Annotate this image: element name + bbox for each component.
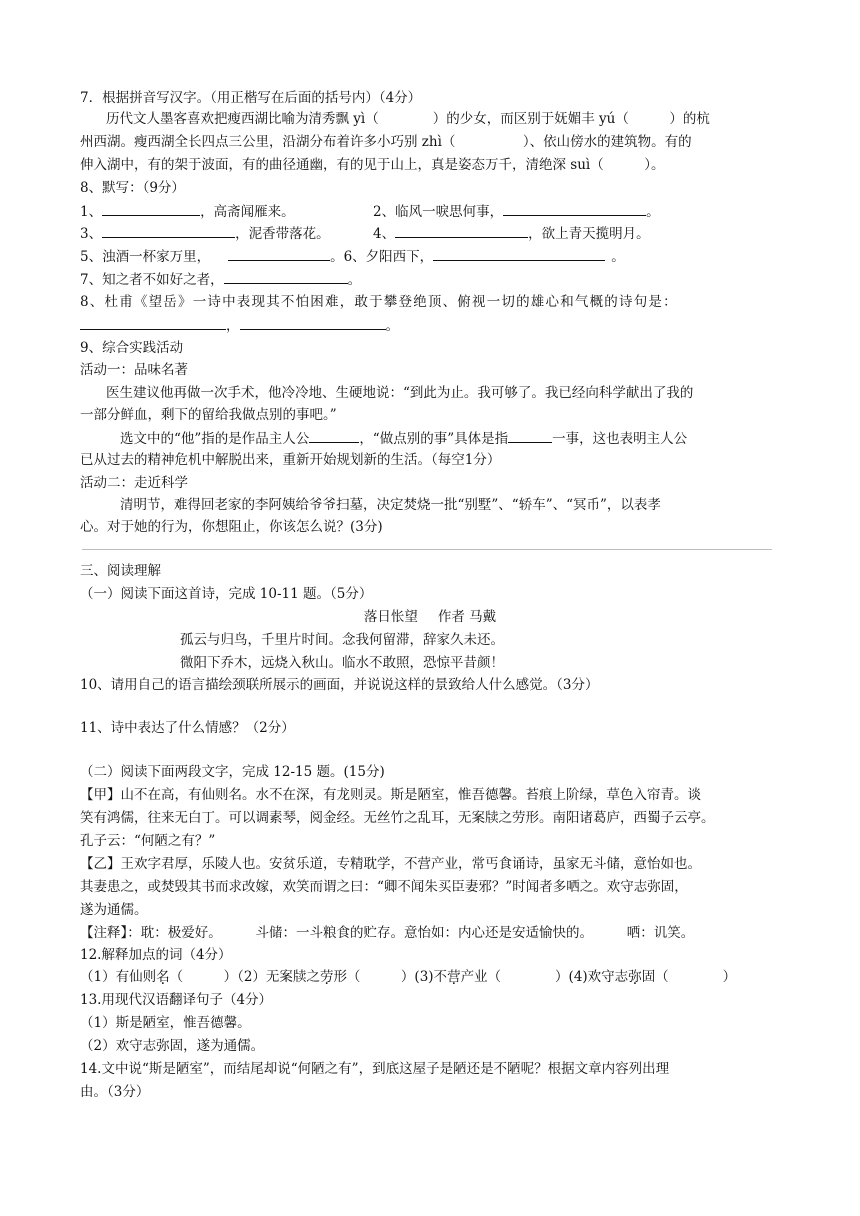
q8-title: 8、默写：（9分） (80, 180, 185, 196)
passage-yi-line2: 其妻患之，或焚毁其书而求改嫁，欢笑而谓之曰：“卿不闻朱买臣妻邪？”时闻者多哂之。欢守志弥固， (80, 879, 688, 895)
q9-question-line2: 已从过去的精神危机中解脱出来，重新开始规划新的生活。（每空1分） (80, 452, 501, 468)
annotation-note: 【注释】：耽：极爱好。 斗储：一斗粮食的贮存。意怡如：内心还是安适愉快的。 哂：讥笑。 (80, 925, 695, 941)
poem-header (0, 608, 860, 626)
q12-dotted-word-3: 营 (447, 969, 461, 985)
q12-item-4-text: 产业（ ）(4)欢守志 (460, 969, 629, 985)
q8-item-8-end: 。 (385, 318, 399, 334)
q8-item-8-answer (80, 316, 399, 335)
part-2-heading: （二）阅读下面两段文字，完成 12-15 题。(15分) (80, 764, 385, 780)
answer-blank[interactable] (102, 202, 200, 216)
q8-item-4-end: ，欲上青天揽明月。 (528, 226, 650, 242)
answer-blank[interactable] (80, 316, 226, 330)
q9-question-part2: ，“做点别的事”具体是指 (359, 431, 509, 447)
poem-line-2: 微阳下乔木，远烧入秋山。临水不敢照，恐惊平昔颜！ (180, 655, 504, 671)
answer-blank[interactable] (228, 247, 330, 261)
question-14-line1: 14.文中说“斯是陋室”，而结尾却说“何陋之有”，到底这屋子是陋还是不陋呢？根据文章内容列出理 (80, 1061, 670, 1077)
q7-line1: 历代文人墨客喜欢把瘦西湖比喻为清秀飘 yì（ ）的少女，而区别于妩媚丰 yú（ ）的杭 (106, 111, 710, 127)
q9-question-part3: 一事，这也表明主人公 (552, 431, 688, 447)
question-11: 11、诗中表达了什么情感？（2分） (80, 720, 295, 736)
q9-activity-1: 活动一：品味名著 (80, 362, 188, 378)
q12-item-1-text: （1）有仙则 (80, 969, 157, 985)
q9-activity-2: 活动二：走近科学 (80, 475, 188, 491)
q8-item-6-text: 。6、夕阳西下， (330, 249, 434, 265)
answer-blank[interactable] (224, 270, 348, 284)
q8-item-5-6 (80, 247, 625, 266)
question-12-items (80, 968, 736, 986)
q8-item-3-text: ，泥香带落花。 (235, 226, 330, 242)
poem-line-1: 孤云与归鸟，千里片时间。念我何留滞，辞家久未还。 (180, 632, 504, 648)
passage-jia-line3: 孔子云：“何陋之有？” (80, 833, 216, 849)
passage-jia-line2: 笑有鸿儒，往来无白丁。可以调素琴，阅金经。无丝竹之乱耳，无案牍之劳形。南阳诸葛庐，西蜀子云亭。 (80, 810, 715, 826)
section-divider (82, 549, 772, 550)
q8-item-8: 8、杜甫《望岳》一诗中表现其不怕困难，敢于攀登绝顶、俯视一切的雄心和气概的诗句是： (80, 294, 678, 310)
q8-item-8-comma: ， (226, 318, 240, 334)
q8-item-2-end: 。 (646, 204, 660, 220)
q8-item-3-prefix: 3、 (80, 226, 103, 242)
question-10: 10、请用自己的语言描绘颈联所展示的画面，并说说这样的景致给人什么感觉。（3分） (80, 677, 599, 693)
passage-yi-line3: 遂为通儒。 (80, 902, 148, 918)
question-12: 12.解释加点的词（4分） (80, 947, 232, 963)
answer-blank[interactable] (503, 202, 646, 216)
question-13: 13.用现代汉语翻译句子（4分） (80, 992, 273, 1008)
q12-item-2-text: （ ）（2）无案牍之 (169, 969, 320, 985)
question-14-line2: 由。（3分） (80, 1084, 150, 1100)
q8-item-1-prefix: 1、 (80, 204, 103, 220)
q9-question-line1 (120, 429, 687, 448)
q8-item-2 (373, 202, 660, 221)
answer-blank[interactable] (508, 429, 552, 443)
q7-line3: 伸入湖中，有的架于波面，有的曲径通幽，有的见于山上，真是姿态万千，清绝深 suì（ ）。 (80, 157, 665, 173)
part-1-heading: （一）阅读下面这首诗，完成 10-11 题。（5分） (80, 586, 373, 602)
q9-activity-2-line1: 清明节，难得回老家的李阿姨给爷爷扫墓，决定焚烧一批“别墅”、“轿车”、“冥币”，以表孝 (120, 497, 661, 513)
q8-item-7-end: 。 (347, 272, 362, 288)
q8-item-7 (80, 270, 361, 289)
q9-passage-line1: 医生建议他再做一次手术，他冷冷地、生硬地说：“到此为止。我可够了。我已经向科学献出了我的 (106, 385, 694, 401)
q9-activity-2-line2: 心。对于她的行为，你想阻止，你该怎么说？(3分) (80, 519, 383, 535)
q7-title: 7．根据拼音写汉字。（用正楷写在后面的括号内）（4分） (80, 90, 422, 106)
q8-item-1-text: ，高斋闻雁来。 (200, 204, 295, 220)
q8-item-3 (80, 224, 330, 243)
q8-item-1 (80, 202, 295, 221)
question-13-b: （2）欢守志弥固，遂为通儒。 (80, 1038, 265, 1054)
q8-item-4 (373, 224, 650, 243)
passage-jia-line1: 【甲】山不在高，有仙则名。水不在深，有龙则灵。斯是陋室，惟吾德馨。苔痕上阶绿，草色入帘青。谈 (80, 787, 701, 803)
question-13-a: （1）斯是陋室，惟吾德馨。 (80, 1015, 251, 1031)
q9-title: 9、综合实践活动 (80, 340, 184, 356)
q7-line2: 州西湖。瘦西湖全长四点三公里，沿湖分布着许多小巧别 zhì（ ）、依山傍水的建筑物。有的 (80, 134, 692, 150)
q12-dotted-word-1: 名 (156, 969, 170, 985)
answer-blank[interactable] (309, 429, 359, 443)
q8-item-7-text: 7、知之者不如好之者， (80, 272, 224, 288)
answer-blank[interactable] (240, 316, 386, 330)
q12-dotted-word-4: 弥 (628, 969, 642, 985)
q9-question-part1: 选文中的“他”指的是作品主人公 (120, 431, 310, 447)
q9-passage-line2: 一部分鲜血，剩下的留给我做点别的事吧。” (80, 407, 337, 423)
poem-author: 作者 马戴 (437, 609, 497, 625)
q12-dotted-word-2: 劳 (319, 969, 334, 985)
q8-item-6-end: 。 (611, 249, 625, 265)
q12-item-3-text: 形（ ）(3)不 (333, 969, 448, 985)
q8-item-5-text: 5、浊酒一杯家万里， (80, 249, 211, 265)
q8-item-2-text: 2、临风一唳思何事， (373, 204, 504, 220)
answer-blank[interactable] (395, 224, 528, 238)
answer-blank[interactable] (433, 247, 605, 261)
section-3-title: 三、阅读理解 (80, 563, 161, 579)
poem-title: 落日怅望 (363, 609, 418, 625)
q8-item-4-text: 4、 (373, 226, 396, 242)
passage-yi-line1: 【乙】王欢字君厚，乐陵人也。安贫乐道，专精耽学，不营产业，常丐食诵诗，虽家无斗储，意怡如也。 (80, 856, 701, 872)
answer-blank[interactable] (102, 224, 235, 238)
q12-item-4-end: 固（ ） (641, 969, 737, 985)
